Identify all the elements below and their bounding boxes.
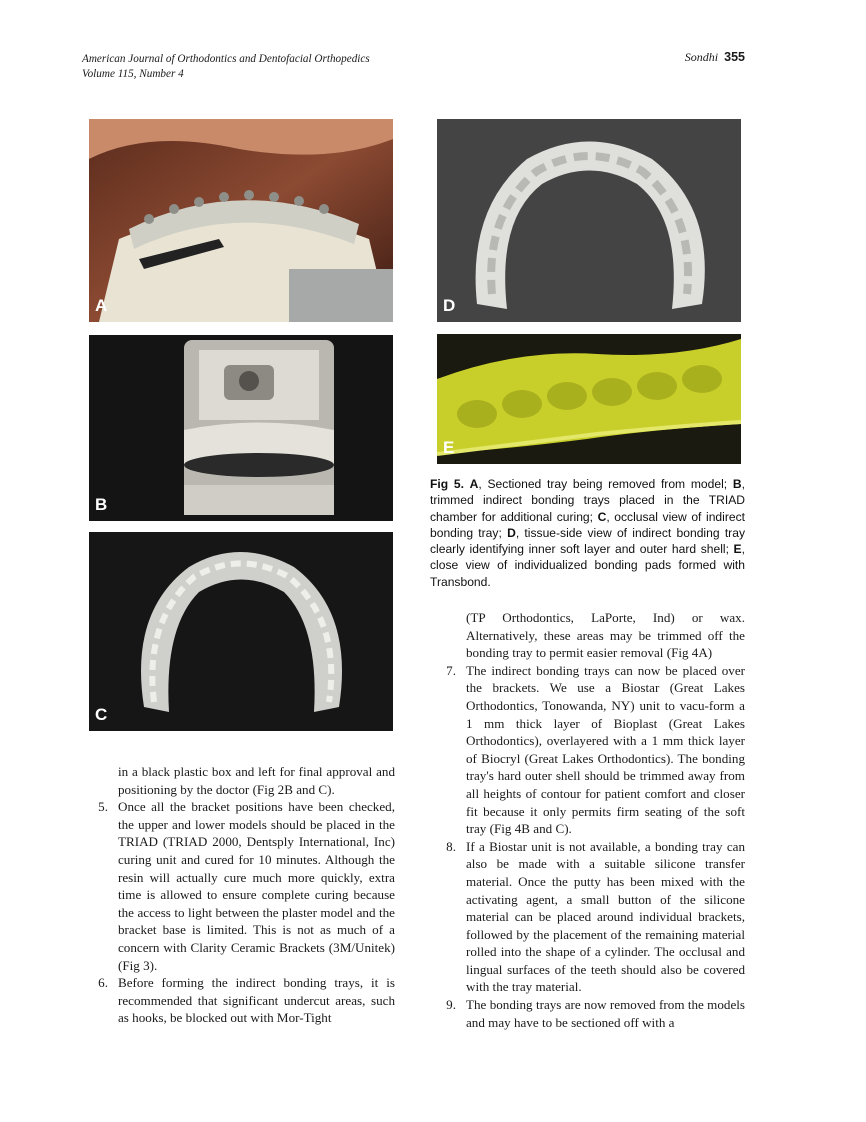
figure-label-e: E — [443, 438, 455, 457]
list-item-9: 9. The bonding trays are now removed from the models and may have to be sectioned off with a — [446, 997, 745, 1030]
right-text-column — [434, 609, 745, 1031]
left-text-column — [86, 763, 395, 1027]
list-item-5: 5. Once all the bracket positions have been checked, the upper and lower models should be placed in the TRIAD (TRIAD 2000, Dentsply International, Inc) curing unit and cured for 10 minutes. Although the resin will actually cure much more quickly, extra time is allowed to ensure complete curing because the access to light between the plaster model and the bracket base is limited. This is not as much of a concern with Clarity Ceramic Brackets (3M/Unitek) (Fig 3). — [98, 799, 395, 973]
list-item-8: 8. If a Biostar unit is not available, a bonding tray can also be made with a suitable silicone transfer material. Once the putty has been mixed with the activating agent, a small button of the silicone material can be placed around individual brackets, followed by the placement of the remaining material rolled into the shape of a cylinder. The occlusal and lingual surfaces of the teeth should also be covered with the tray material. — [446, 838, 745, 995]
figure-label-a: A — [95, 296, 108, 315]
figure-caption: Fig 5. A, Sectioned tray being removed from model; B, trimmed indirect bonding trays placed in the TRIAD chamber for additional curing; C, occlusal view of indirect bonding tray; D, tissue-side view of indirect bonding tray clearly identifying inner soft layer and outer hard shell; E, close view of individualized bonding pads formed with Transbond. — [430, 477, 745, 589]
journal-title: American Journal of Orthodontics and Dentofacial Orthopedics — [82, 53, 370, 65]
paragraph-continuation: (TP Orthodontics, LaPorte, Ind) or wax. Alternatively, these areas may be trimmed off the bonding tray to permit easier removal (Fig 4A) — [466, 610, 745, 661]
figure-label-b: B — [95, 495, 108, 514]
figure-5b-photo — [89, 335, 393, 521]
figure-label-d: D — [443, 296, 456, 315]
paragraph-continuation: in a black plastic box and left for final approval and positioning by the doctor (Fig 2B and C). — [118, 764, 395, 797]
figure-5c-photo — [89, 532, 393, 731]
page-number: 355 — [724, 50, 745, 64]
list-item-6: 6. Before forming the indirect bonding trays, it is recommended that significant undercut areas, such as hooks, be blocked out with Mor-Tight — [98, 975, 395, 1026]
figure-5a-photo — [89, 119, 393, 322]
figure-5d-photo — [437, 119, 741, 322]
caption-fig-number: Fig 5. — [430, 477, 464, 491]
author-name: Sondhi — [684, 50, 719, 64]
figure-label-c: C — [95, 705, 108, 724]
list-item-7: 7. The indirect bonding trays can now be placed over the brackets. We use a Biostar (Great Lakes Orthodontics, Tonowanda, NY) unit to vacu-form a 1 mm thick layer of Bioplast (Great Lakes Orthodontics), overlayered with a 1 mm thick layer of Biocryl (Great Lakes Orthodontics). The bonding tray's hard outer shell should be trimmed away from all heights of contour for patient comfort and closer fit because it only permits firm seating of the soft tray (Fig 4B and C). — [446, 662, 745, 837]
figure-5e-photo — [437, 334, 741, 464]
running-header — [82, 52, 370, 82]
journal-volume: Volume 115, Number 4 — [82, 68, 184, 80]
page-header-right — [685, 50, 745, 65]
